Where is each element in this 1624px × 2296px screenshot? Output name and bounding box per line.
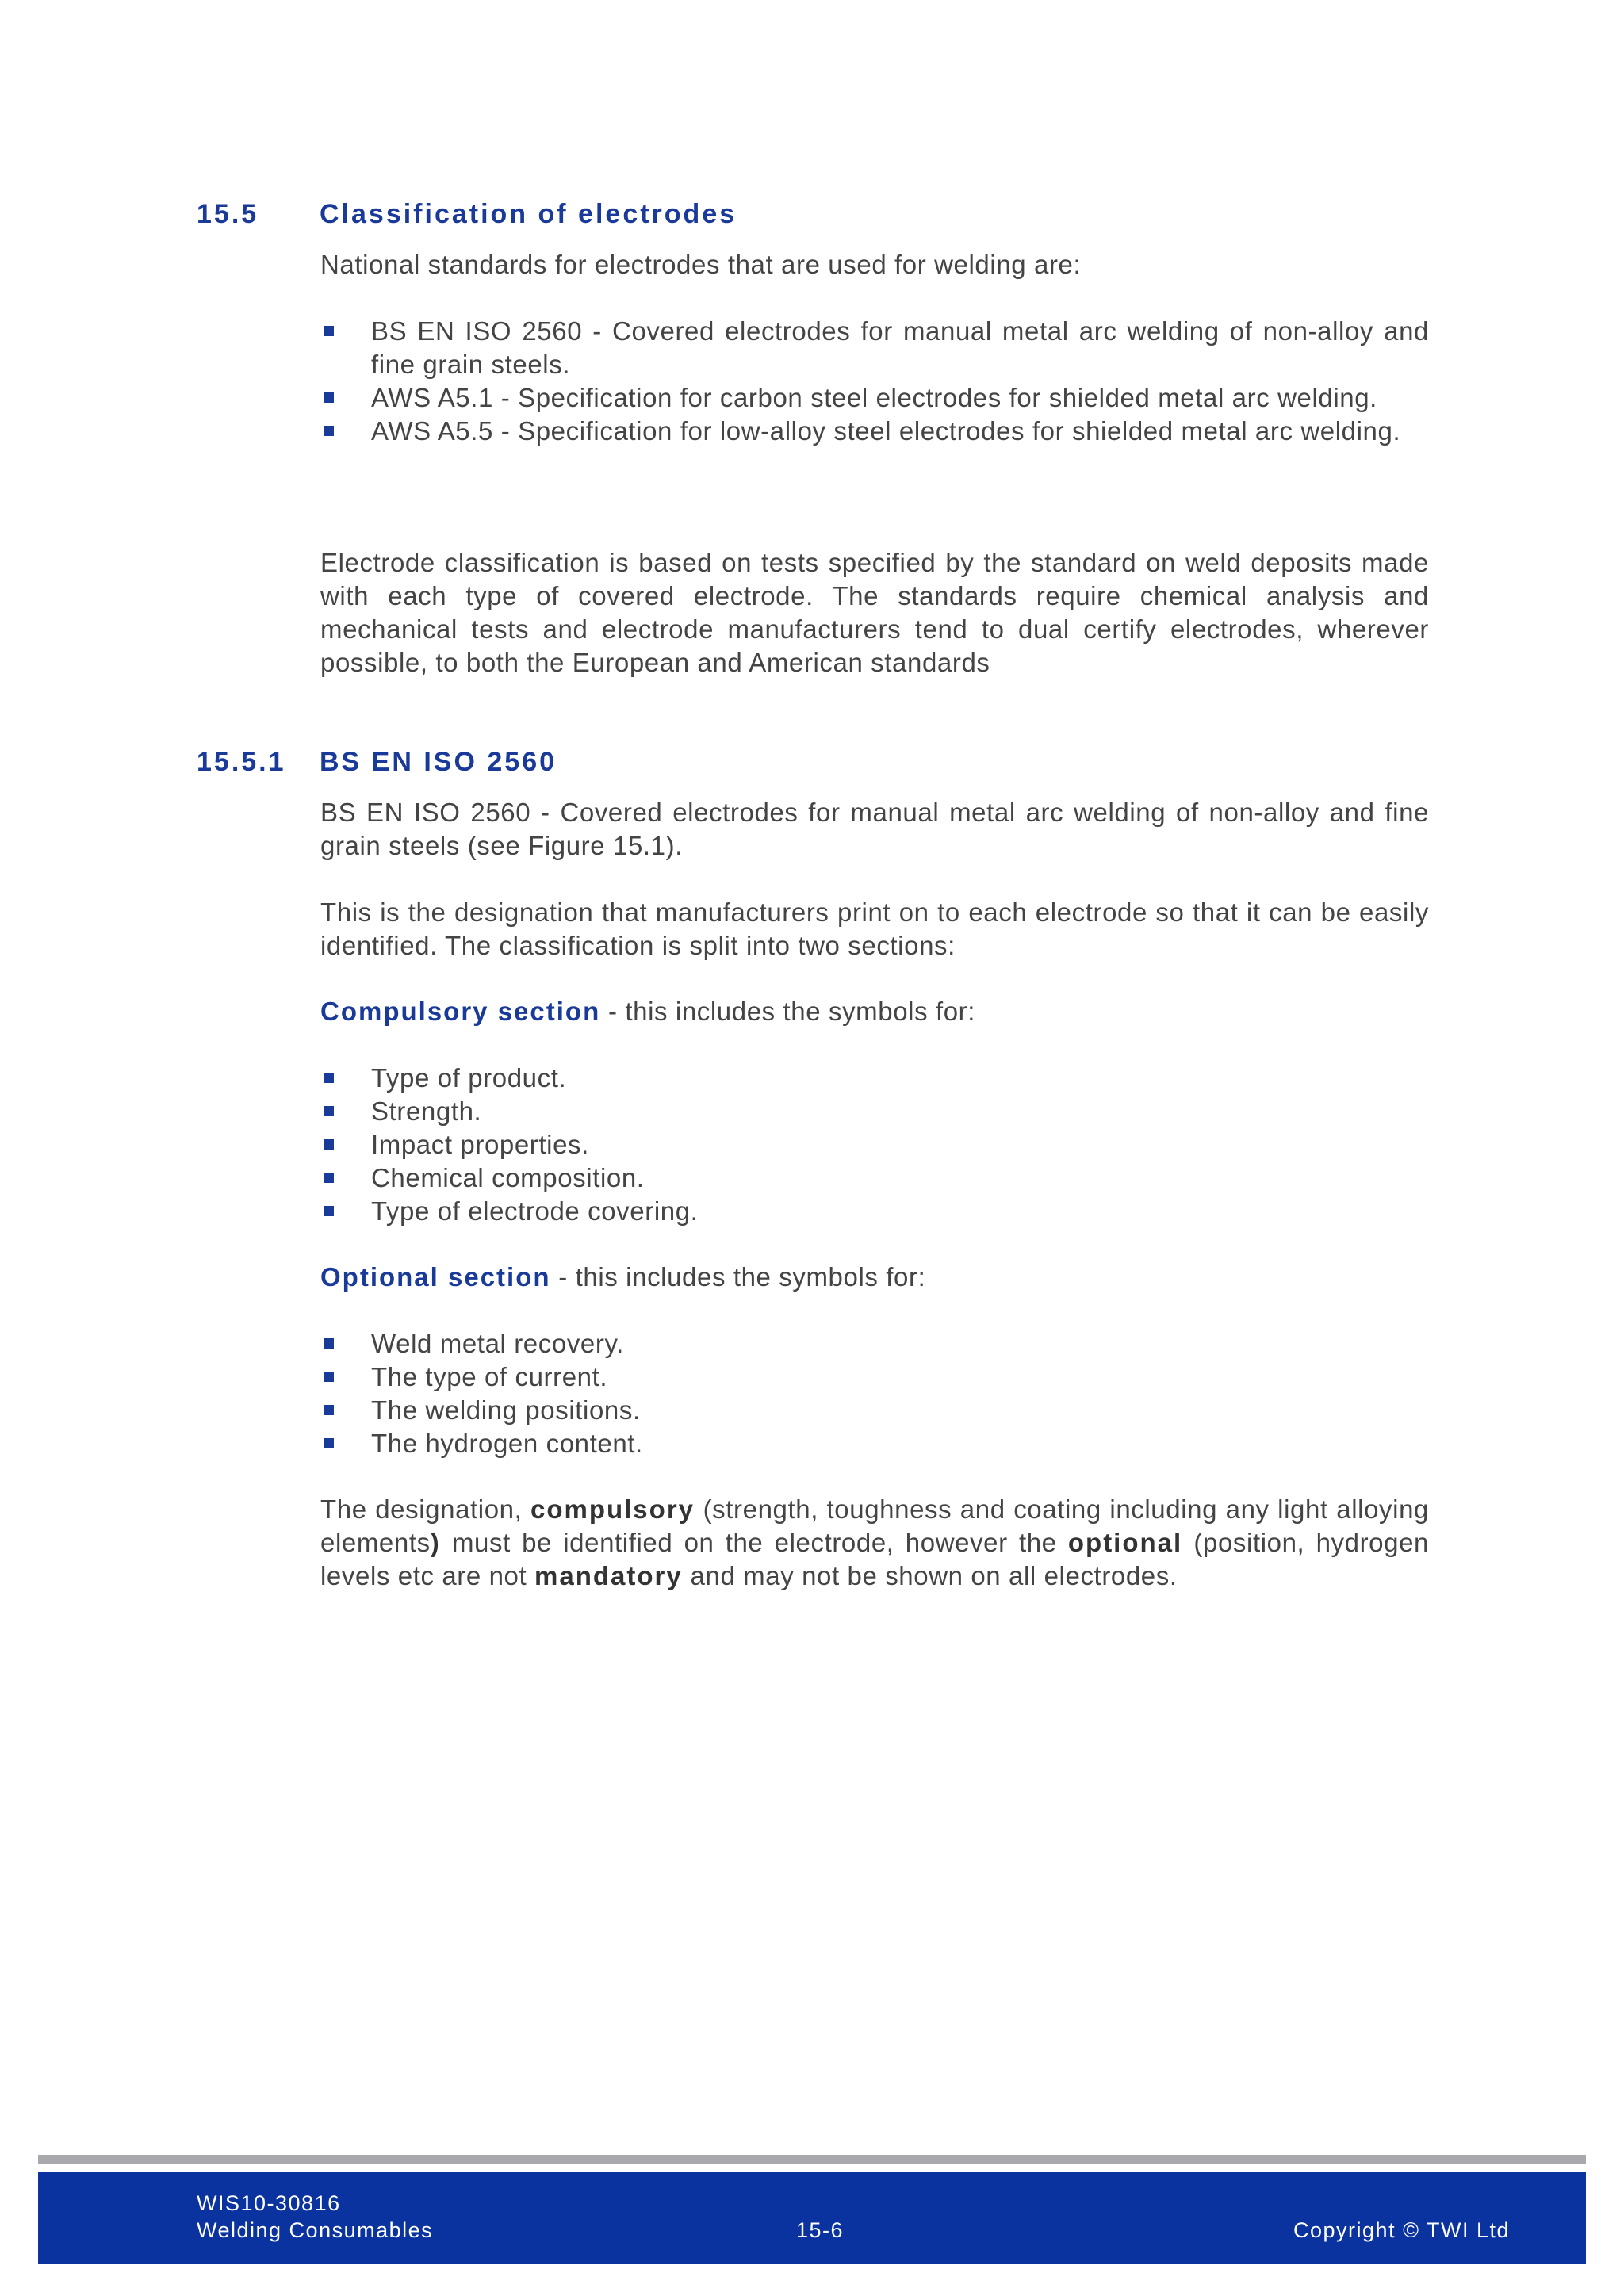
footer-doc-id: WIS10-30816: [197, 2191, 341, 2215]
footer-doc-name: Welding Consumables: [197, 2218, 434, 2242]
list-item: The type of current.: [320, 1360, 1429, 1394]
list-item: Impact properties.: [320, 1128, 1429, 1161]
list-item: Chemical composition.: [320, 1161, 1429, 1195]
compulsory-intro-block: [320, 995, 1429, 1028]
compulsory-intro: Compulsory section - this includes the symbols for:: [320, 997, 976, 1026]
square-bullet-icon: [324, 326, 334, 336]
sub-paragraph-1: BS EN ISO 2560 - Covered electrodes for manual metal arc welding of non-alloy and fine grain steels (see Figure 15.1).: [320, 798, 1429, 860]
page-footer: [38, 2172, 1586, 2264]
square-bullet-icon: [324, 1139, 334, 1150]
list-item: Type of product.: [320, 1062, 1429, 1095]
square-bullet-icon: [324, 1438, 334, 1448]
square-bullet-icon: [324, 392, 334, 403]
compulsory-emphasis: compulsory: [530, 1494, 695, 1524]
section-number: 15.5: [197, 199, 259, 229]
designation-paragraph: The designation, compulsory (strength, toughness and coating including any light alloying elements) must be identified on the electrode, however the optional (position, hydrogen levels etc are not mandatory and may not be shown on all electrodes.: [320, 1494, 1429, 1590]
footer-page-number: 15-6: [796, 2218, 845, 2242]
optional-intro: Optional section - this includes the symbols for:: [320, 1262, 926, 1292]
sub-paragraph-2: This is the designation that manufacturers print on to each electrode so that it can be easily identified. The classification is split into two sections:: [320, 897, 1429, 960]
classification-paragraph: Electrode classification is based on tests specified by the standard on weld deposits made with each type of covered electrode. The standards require chemical analysis and mechanical tests and electrode manufacturers tend to dual certify electrodes, wherever possible, to both the European and American standards: [320, 548, 1429, 677]
optional-list-block: [320, 1327, 1429, 1460]
square-bullet-icon: [324, 1338, 334, 1349]
square-bullet-icon: [324, 1206, 334, 1216]
footer-copyright: Copyright © TWI Ltd: [1293, 2218, 1510, 2242]
optional-list: [320, 1327, 1429, 1460]
square-bullet-icon: [324, 1106, 334, 1116]
square-bullet-icon: [324, 1405, 334, 1415]
list-item: AWS A5.5 - Specification for low-alloy steel electrodes for shielded metal arc welding.: [320, 415, 1429, 448]
optional-label: Optional section: [320, 1262, 551, 1292]
footer-rule: [38, 2155, 1586, 2164]
compulsory-label: Compulsory section: [320, 997, 601, 1026]
square-bullet-icon: [324, 426, 334, 436]
sub-paragraph-2-block: [320, 896, 1429, 962]
subsection-number: 15.5.1: [197, 747, 286, 777]
standards-block: [320, 315, 1429, 448]
square-bullet-icon: [324, 1173, 334, 1183]
optional-intro-block: [320, 1261, 1429, 1294]
list-item: BS EN ISO 2560 - Covered electrodes for manual metal arc welding of non-alloy and fine grain steels.: [320, 315, 1429, 381]
optional-emphasis: optional: [1067, 1528, 1183, 1557]
sub-paragraph-1-block: [320, 796, 1429, 863]
intro-block: [320, 248, 1429, 281]
list-item: AWS A5.1 - Specification for carbon steel electrodes for shielded metal arc welding.: [320, 381, 1429, 415]
list-item: Weld metal recovery.: [320, 1327, 1429, 1360]
square-bullet-icon: [324, 1073, 334, 1083]
subsection-title: BS EN ISO 2560: [320, 747, 557, 777]
list-item: The hydrogen content.: [320, 1427, 1429, 1460]
designation-block: [320, 1493, 1429, 1593]
intro-paragraph: National standards for electrodes that are used for welding are:: [320, 250, 1082, 279]
mandatory-emphasis: mandatory: [534, 1561, 683, 1590]
section-title: Classification of electrodes: [320, 199, 737, 229]
square-bullet-icon: [324, 1372, 334, 1382]
list-item: Strength.: [320, 1095, 1429, 1128]
compulsory-list-block: [320, 1062, 1429, 1228]
compulsory-list: [320, 1062, 1429, 1228]
list-item: Type of electrode covering.: [320, 1195, 1429, 1228]
classification-block: [320, 546, 1429, 679]
list-item: The welding positions.: [320, 1394, 1429, 1427]
standards-list: [320, 315, 1429, 448]
